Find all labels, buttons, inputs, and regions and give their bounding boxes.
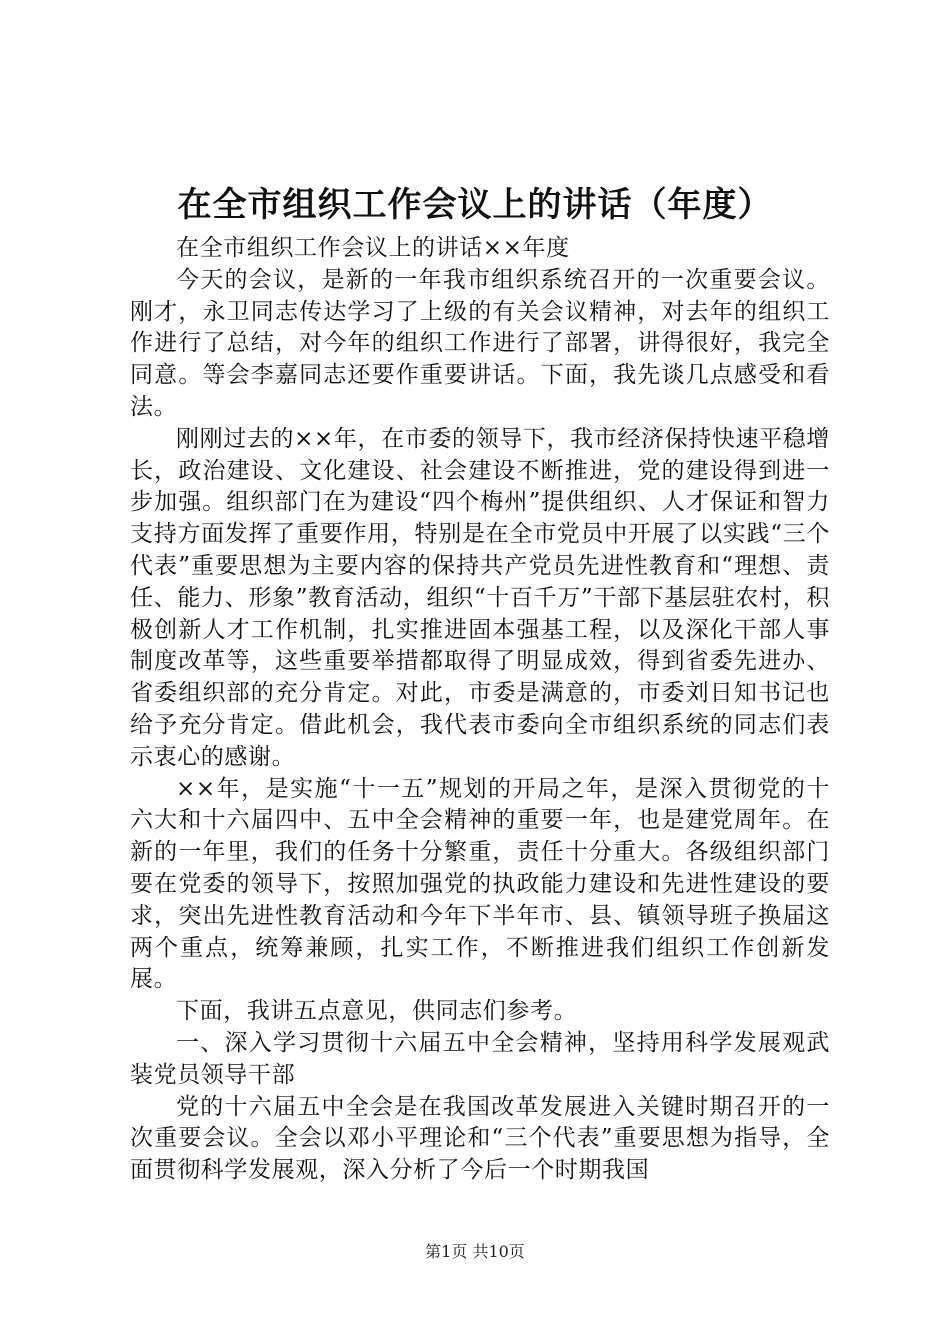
paragraph: ××年，是实施“十一五”规划的开局之年，是深入贯彻党的十六大和十六届四中、五中全会精神的重要一年，也是建党周年。在新的一年里，我们的任务十分繁重，责任十分重大。各级组织部门要在党委的领导下，按照加强党的执政能力建设和先进性建设的要求，突出先进性教育活动和今年下半年市、县、镇领导班子换届这两个重点，统筹兼顾，扎实工作，不断推进我们组织工作创新发展。 bbox=[130, 775, 830, 993]
page-number-footer: 第1页 共10页 bbox=[425, 1242, 525, 1261]
paragraph: 刚刚过去的××年，在市委的领导下，我市经济保持快速平稳增长，政治建设、文化建设、社会建设不断推进，党的建设得到进一步加强。组织部门在为建设“四个梅州”提供组织、人才保证和智力支持方面发挥了重要作用，特别是在全市党员中开展了以实践“三个代表”重要思想为主要内容的保持共产党员先进性教育和“理想、责任、能力、形象”教育活动，组织“十百千万”干部下基层驻农村，积极创新人才工作机制，扎实推进固本强基工程，以及深化干部人事制度改革等，这些重要举措都取得了明显成效，得到省委先进办、省委组织部的充分肯定。对此，市委是满意的，市委刘日知书记也给予充分肯定。借此机会，我代表市委向全市组织系统的同志们表示衷心的感谢。 bbox=[130, 425, 830, 770]
paragraph: 下面，我讲五点意见，供同志们参考。 bbox=[176, 998, 578, 1025]
paragraph: 党的十六届五中全会是在我国改革发展进入关键时期召开的一次重要会议。全会以邓小平理论和“三个代表”重要思想为指导，全面贯彻科学发展观，深入分析了今后一个时期我国 bbox=[130, 1093, 830, 1184]
document-body bbox=[130, 233, 830, 1187]
section-heading: 一、深入学习贯彻十六届五中全会精神，坚持用科学发展观武装党员领导干部 bbox=[130, 1029, 830, 1088]
paragraph-subtitle: 在全市组织工作会议上的讲话××年度 bbox=[176, 235, 570, 261]
document-title: 在全市组织工作会议上的讲话（年度） bbox=[177, 185, 773, 225]
paragraph: 今天的会议，是新的一年我市组织系统召开的一次重要会议。刚才，永卫同志传达学习了上级的有关会议精神，对去年的组织工作进行了总结，对今年的组织工作进行了部署，讲得很好，我完全同意。等会李嘉同志还要作重要讲话。下面，我先谈几点感受和看法。 bbox=[130, 266, 830, 420]
